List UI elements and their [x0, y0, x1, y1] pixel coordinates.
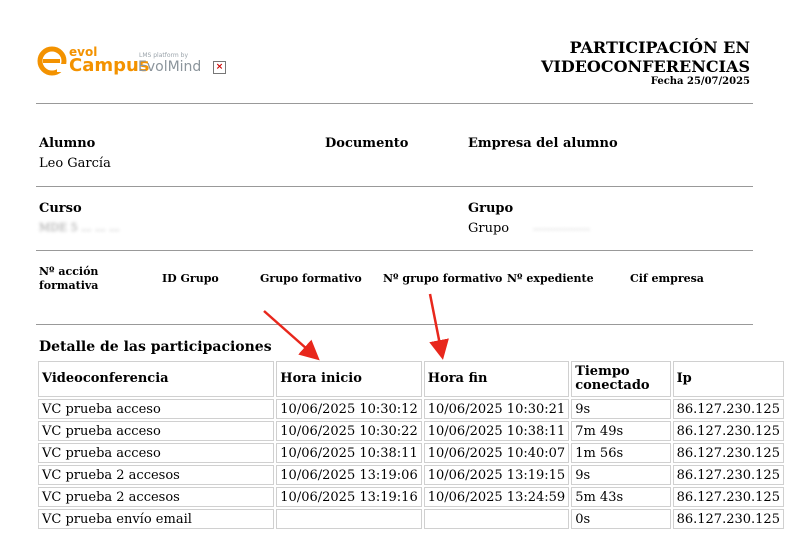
cell-hora-fin: 10/06/2025 10:40:07 — [424, 443, 569, 463]
accion-formativa-label: Nº acción formativa — [39, 265, 99, 292]
cell-hora-inicio: 10/06/2025 10:30:12 — [276, 399, 421, 419]
annotation-arrow-hora-inicio — [264, 311, 316, 357]
grupo-formativo-label: Grupo formativo — [260, 272, 362, 285]
cell-videoconferencia: VC prueba envío email — [38, 509, 274, 529]
col-hora-inicio: Hora inicio — [276, 361, 421, 397]
documento-label: Documento — [325, 136, 409, 151]
logo-evolmind-text: EvolMind — [138, 59, 202, 75]
logo-campus-text: Campus — [69, 54, 150, 76]
col-tiempo-conectado: Tiempo conectado — [571, 361, 670, 397]
alumno-value: Leo García — [39, 156, 111, 171]
cell-hora-inicio: 10/06/2025 10:38:11 — [276, 443, 421, 463]
title-line-2: VIDEOCONFERENCIAS — [540, 57, 750, 76]
cell-hora-fin: 10/06/2025 13:19:15 — [424, 465, 569, 485]
logo-tagline: LMS platform by — [139, 52, 188, 59]
cell-hora-inicio: 10/06/2025 13:19:16 — [276, 487, 421, 507]
title-line-1: PARTICIPACIÓN EN — [569, 38, 750, 57]
cell-tiempo: 7m 49s — [571, 421, 670, 441]
grupo-value: Grupo — [468, 221, 510, 236]
cell-ip: 86.127.230.125 — [673, 509, 784, 529]
col-hora-fin: Hora fin — [424, 361, 569, 397]
cell-tiempo: 9s — [571, 399, 670, 419]
cell-tiempo: 5m 43s — [571, 487, 670, 507]
report-date: Fecha 25/07/2025 — [650, 76, 750, 87]
annotation-arrow-hora-fin — [430, 294, 442, 355]
cell-ip: 86.127.230.125 — [673, 421, 784, 441]
n-grupo-formativo-label: Nº grupo formativo — [383, 272, 503, 285]
cif-empresa-label: Cif empresa — [630, 272, 704, 285]
cell-ip: 86.127.230.125 — [673, 399, 784, 419]
logo-evol-text: evol — [69, 44, 98, 59]
curso-label: Curso — [39, 201, 82, 216]
cell-tiempo: 1m 56s — [571, 443, 670, 463]
cell-hora-inicio: 10/06/2025 10:30:22 — [276, 421, 421, 441]
col-videoconferencia: Videoconferencia — [38, 361, 274, 397]
cell-hora-inicio: 10/06/2025 13:19:06 — [276, 465, 421, 485]
n-expediente-label: Nº expediente — [507, 272, 594, 285]
id-grupo-label: ID Grupo — [162, 272, 219, 285]
cell-videoconferencia: VC prueba 2 accesos — [38, 487, 274, 507]
cell-ip: 86.127.230.125 — [673, 487, 784, 507]
empresa-label: Empresa del alumno — [468, 136, 618, 151]
cell-ip: 86.127.230.125 — [673, 443, 784, 463]
alumno-label: Alumno — [39, 136, 96, 151]
grupo-hidden-value: .................... — [533, 223, 591, 233]
broken-image-icon: × — [213, 61, 226, 74]
cell-hora-fin: 10/06/2025 10:30:21 — [424, 399, 569, 419]
cell-videoconferencia: VC prueba 2 accesos — [38, 465, 274, 485]
cell-videoconferencia: VC prueba acceso — [38, 399, 274, 419]
cell-videoconferencia: VC prueba acceso — [38, 443, 274, 463]
curso-value: MDE 5 ... ... ... — [39, 221, 120, 234]
cell-videoconferencia: VC prueba acceso — [38, 421, 274, 441]
cell-hora-fin: 10/06/2025 10:38:11 — [424, 421, 569, 441]
cell-tiempo: 9s — [571, 465, 670, 485]
grupo-label: Grupo — [468, 201, 514, 216]
section-title: Detalle de las participaciones — [39, 339, 272, 355]
cell-hora-fin: 10/06/2025 13:24:59 — [424, 487, 569, 507]
cell-tiempo: 0s — [571, 509, 670, 529]
col-ip: Ip — [673, 361, 784, 397]
cell-ip: 86.127.230.125 — [673, 465, 784, 485]
